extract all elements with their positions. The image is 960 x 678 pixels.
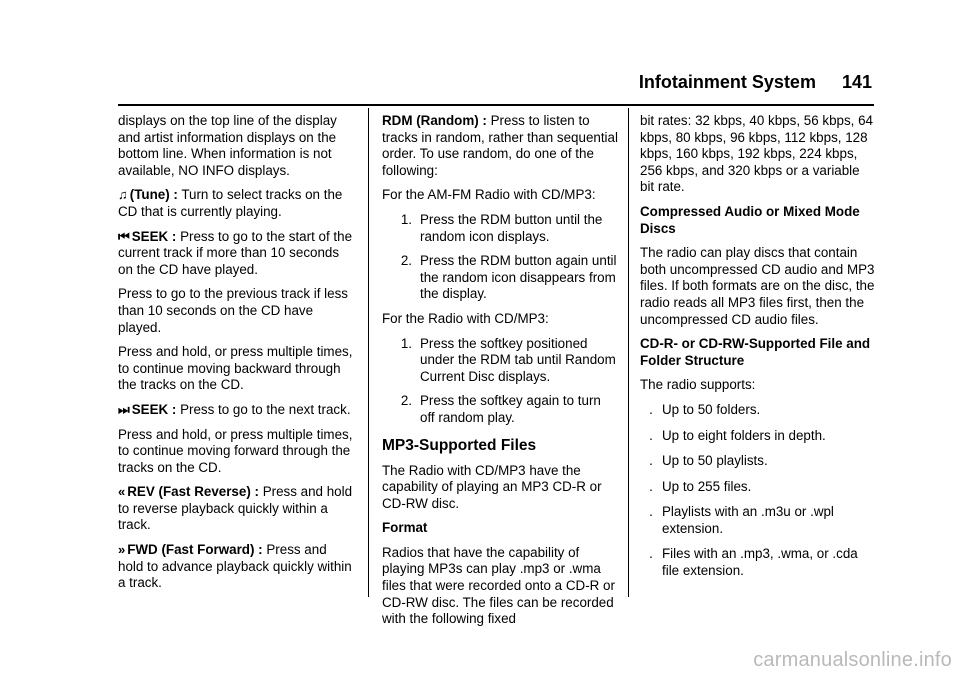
paragraph: The radio can play discs that contain both uncompressed CD audio and MP3 files. If both formats are on the disc, the radio reads all MP3 files first, then the uncompressed CD audio files. [640,245,875,327]
watermark: carmanualsonline.info [753,649,952,671]
rev-icon: « [118,484,126,500]
seek-next-paragraph [118,402,354,419]
rdm-label: RDM (Random) : [382,113,487,128]
list-item [640,546,876,579]
paragraph: The radio supports: [640,377,756,393]
fwd-text: Press and hold to advance playback quickly within a track. [118,542,352,591]
paragraph: Press to go to the previous track if less than 10 seconds on the CD have played. [118,286,348,335]
paragraph: Press and hold, or press multiple times, to continue moving forward through the tracks on the CD. [118,426,353,475]
tune-paragraph [118,187,354,220]
list-item [640,402,876,419]
paragraph: Radios that have the capability of playing MP3s can play .mp3 or .wma files that were recorded onto a CD-R or CD-RW disc. The files can be recorded with the following fixed [382,544,615,627]
bullet-text: Up to 255 files. [662,478,752,494]
list-item [382,336,618,386]
bullet-text: Up to 50 playlists. [662,453,768,469]
amfm-intro: For the AM-FM Radio with CD/MP3: [382,187,596,203]
bullet: . [649,546,653,562]
step-text: Press the RDM button until the random icon displays. [420,211,603,244]
page-header [0,72,872,93]
fwd-paragraph [118,542,354,592]
section-title: Infotainment System [638,72,816,92]
header-rule [118,104,874,106]
mp3-heading: MP3-Supported Files [382,436,537,454]
seek-back-text: Press to go to the start of the current track if more than 10 seconds on the CD have played. [118,228,353,277]
list-item [382,253,618,303]
list-item [382,393,618,426]
column-1 [118,113,354,600]
rdm-text: Press to listen to tracks in random, rather than sequential order. To use random, do one of the following: [382,113,618,178]
step-number: 2. [400,393,412,409]
bullet: . [649,401,653,417]
fwd-icon: » [118,542,126,558]
bullet: . [649,478,653,494]
bullet: . [649,504,653,520]
tune-text: Turn to select tracks on the CD that is currently playing. [118,187,343,219]
tune-icon: ♫ [118,187,128,203]
rev-text: Press and hold to reverse playback quickly within a track. [118,484,353,533]
radio-steps [382,336,618,427]
step-number: 1. [400,211,412,227]
bullet-text: Files with an .mp3, .wma, or .cda file extension. [662,546,858,579]
tune-label: (Tune) : [129,187,178,203]
cdr-heading: CD-R- or CD-RW-Supported File and Folder Structure [640,336,871,368]
paragraph: The Radio with CD/MP3 have the capability of playing an MP3 CD-R or CD-RW disc. [382,462,602,511]
supports-list [640,402,876,580]
list-item [640,453,876,470]
bullet-text: Up to 50 folders. [662,401,761,417]
seek-next-text: Press to go to the next track. [180,401,351,417]
step-number: 2. [400,253,412,269]
radio-intro: For the Radio with CD/MP3: [382,310,549,326]
paragraph: bit rates: 32 kbps, 40 kbps, 56 kbps, 64 kbps, 80 kbps, 96 kbps, 112 kbps, 128 kbps, 160 kbps, 192 kbps, 224 kbps, 256 kbps, and 320 kbps or a variable bit rate. [640,113,873,195]
amfm-steps [382,212,618,303]
column-divider [368,108,369,597]
seek-next-icon: ⏭ [118,401,130,417]
list-item [640,428,876,445]
rev-label: REV (Fast Reverse) : [127,484,259,500]
bullet: . [649,453,653,469]
seek-next-label: SEEK : [131,401,177,417]
page-number: 141 [841,72,872,92]
rdm-paragraph [382,113,618,179]
paragraph: Press and hold, or press multiple times, to continue moving backward through the tracks on the CD. [118,344,353,393]
step-text: Press the softkey again to turn off random play. [420,393,601,425]
column-divider [628,108,629,597]
seek-back-icon: ⏮ [118,228,130,244]
format-heading: Format [382,520,428,536]
rev-paragraph [118,484,354,534]
bullet-text: Up to eight folders in depth. [662,427,826,443]
paragraph: displays on the top line of the display and artist information displays on the bottom line. When information is not available, NO INFO displays. [118,113,337,178]
list-item [382,212,618,245]
seek-back-label: SEEK : [131,228,177,244]
step-text: Press the RDM button again until the random icon disappears from the display. [420,253,617,302]
step-text: Press the softkey positioned under the RDM tab until Random Current Disc displays. [420,335,616,384]
column-3 [640,113,876,589]
bullet-text: Playlists with an .m3u or .wpl extension. [662,504,834,536]
compressed-heading: Compressed Audio or Mixed Mode Discs [640,203,860,236]
fwd-label: FWD (Fast Forward) : [127,542,263,558]
bullet: . [649,427,653,443]
column-2 [382,113,618,636]
step-number: 1. [400,335,412,351]
list-item [640,479,876,496]
seek-back-paragraph [118,229,354,279]
list-item [640,504,876,537]
